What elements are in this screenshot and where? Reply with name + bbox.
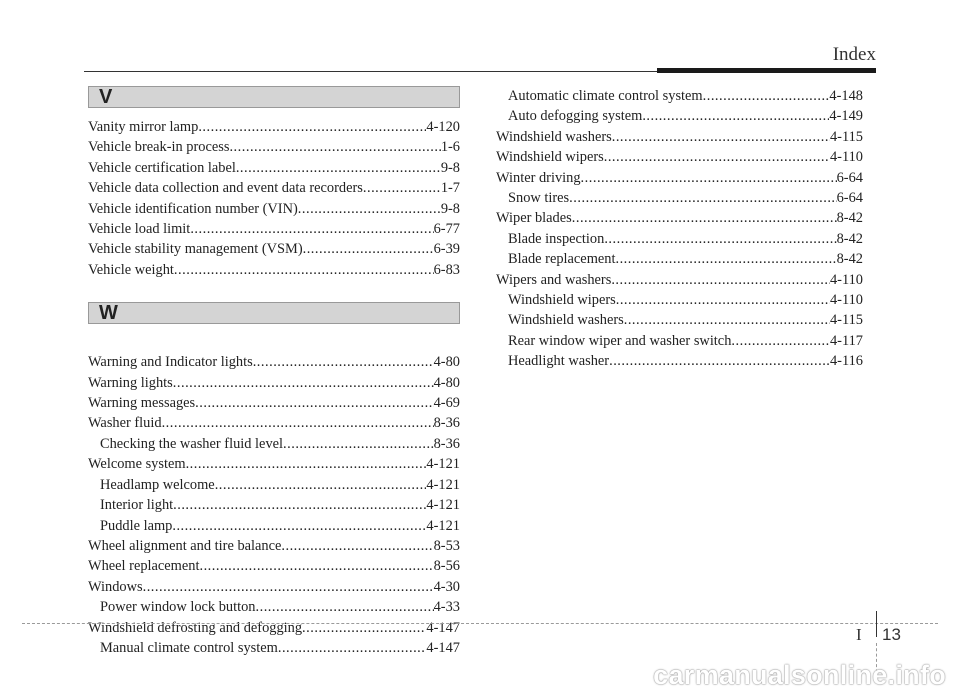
section-header-w — [88, 302, 460, 324]
section-header-v — [88, 86, 460, 108]
index-entry: Wipers and washers ..... 4-110 — [496, 270, 863, 290]
page-number: 13 — [882, 625, 901, 644]
index-entry: Vanity mirror lamp ..... 4-120 — [88, 117, 460, 137]
section-spacer — [88, 280, 460, 302]
footer-divider — [876, 611, 877, 637]
index-subentry: Snow tires ..... 6-64 — [496, 188, 863, 208]
index-entry: Windshield wipers ..... 4-110 — [496, 147, 863, 167]
index-entry: Warning lights ..... 4-80 — [88, 373, 460, 393]
index-subentry: Headlamp welcome ..... 4-121 — [88, 475, 460, 495]
index-entry: Wheel alignment and tire balance ..... 8-53 — [88, 536, 460, 556]
index-entry: Wheel replacement ..... 8-56 — [88, 556, 460, 576]
index-entry: Vehicle certification label ..... 9-8 — [88, 158, 460, 178]
index-entry: Vehicle stability management (VSM) ..... 6-39 — [88, 239, 460, 259]
index-subentry: Windshield washers ..... 4-115 — [496, 310, 863, 330]
index-subentry: Manual climate control system ..... 4-147 — [88, 638, 460, 658]
index-subentry: Rear window wiper and washer switch ..... 4-117 — [496, 331, 863, 351]
index-subentry: Interior light ..... 4-121 — [88, 495, 460, 515]
index-entry: Washer fluid ..... 8-36 — [88, 413, 460, 433]
header-rule-accent — [657, 68, 876, 73]
watermark: carmanualsonline.info — [653, 660, 946, 690]
index-entry: Windows ..... 4-30 — [88, 577, 460, 597]
index-entry: Vehicle weight ..... 6-83 — [88, 260, 460, 280]
index-entry: Windshield defrosting and defogging ..... 4-147 — [88, 618, 460, 638]
index-subentry: Checking the washer fluid level ..... 8-36 — [88, 434, 460, 454]
index-entry: Vehicle data collection and event data recorders ..... 1-7 — [88, 178, 460, 198]
index-entry: Windshield washers ..... 4-115 — [496, 127, 863, 147]
index-subentry: Headlight washer ..... 4-116 — [496, 351, 863, 371]
header-rule — [84, 71, 667, 72]
index-subentry: Blade replacement ..... 8-42 — [496, 249, 863, 269]
index-subentry: Windshield wipers ..... 4-110 — [496, 290, 863, 310]
section-letter-w: W — [99, 302, 118, 325]
index-column-left — [88, 86, 460, 658]
index-entry: Warning messages ..... 4-69 — [88, 393, 460, 413]
section-spacer — [88, 324, 460, 352]
index-subentry: Automatic climate control system ..... 4-148 — [496, 86, 863, 106]
index-subentry: Blade inspection ..... 8-42 — [496, 229, 863, 249]
index-entry: Wiper blades ..... 8-42 — [496, 208, 863, 228]
index-subentry: Puddle lamp ..... 4-121 — [88, 516, 460, 536]
index-subentry: Auto defogging system ..... 4-149 — [496, 106, 863, 126]
index-subentry: Power window lock button ..... 4-33 — [88, 597, 460, 617]
footer-rule — [22, 623, 938, 624]
footer-section-letter: I — [856, 625, 862, 644]
page-title: Index — [832, 44, 876, 65]
index-entry: Vehicle load limit ..... 6-77 — [88, 219, 460, 239]
index-entry: Winter driving ..... 6-64 — [496, 168, 863, 188]
index-column-right — [496, 86, 863, 372]
index-entry: Warning and Indicator lights ..... 4-80 — [88, 352, 460, 372]
index-entry: Vehicle identification number (VIN) ..... 9-8 — [88, 199, 460, 219]
section-letter-v: V — [99, 86, 113, 108]
index-entry: Welcome system ..... 4-121 — [88, 454, 460, 474]
index-entry: Vehicle break-in process ..... 1-6 — [88, 137, 460, 157]
